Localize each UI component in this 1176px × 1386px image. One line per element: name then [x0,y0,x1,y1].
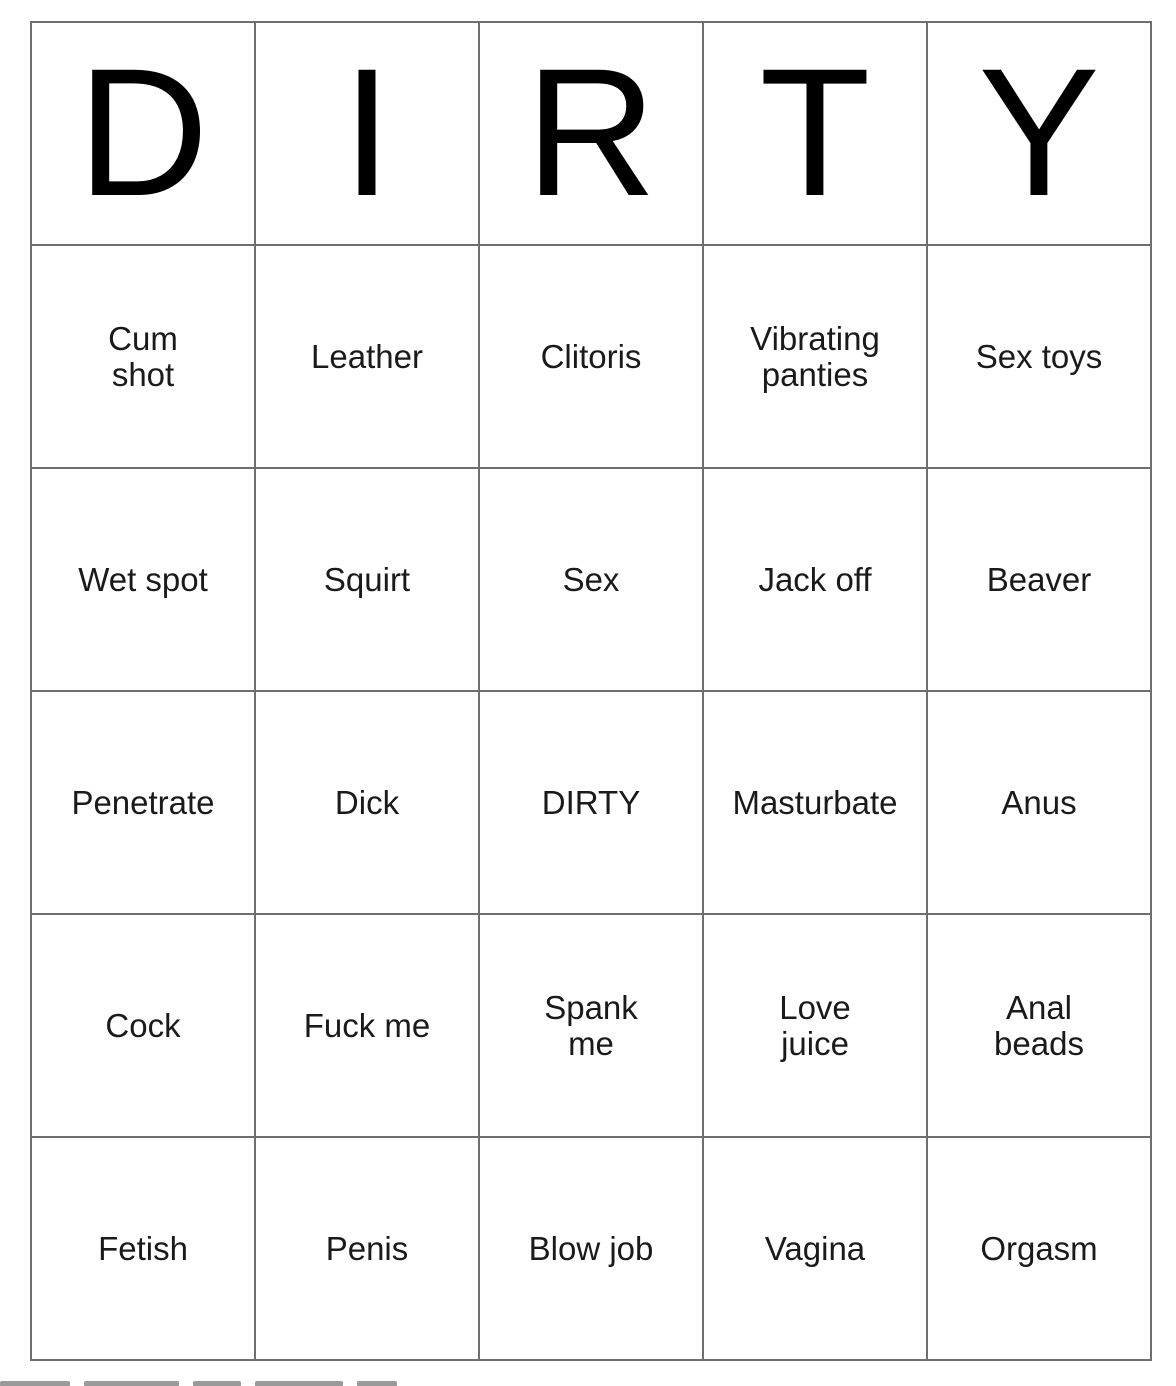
bingo-cell: Spank me [480,915,704,1138]
free-space-cell: DIRTY [480,692,704,915]
bingo-cell: Orgasm [928,1138,1152,1361]
bingo-cell: Sex toys [928,246,1152,469]
header-letter-d: D [32,23,256,246]
bingo-cell: Penetrate [32,692,256,915]
header-letter-t: T [704,23,928,246]
header-letter-y: Y [928,23,1152,246]
bingo-cell: Fuck me [256,915,480,1138]
bingo-cell: Anal beads [928,915,1152,1138]
bingo-cell: Vibrating panties [704,246,928,469]
bingo-cell: Clitoris [480,246,704,469]
bingo-cell: Beaver [928,469,1152,692]
bingo-cell: Cock [32,915,256,1138]
bingo-cell: Cum shot [32,246,256,469]
bingo-cell: Leather [256,246,480,469]
bingo-cell: Sex [480,469,704,692]
bingo-cell: Masturbate [704,692,928,915]
bingo-card [30,21,1152,1361]
bingo-cell: Blow job [480,1138,704,1361]
cropped-footer-text [0,1374,420,1386]
bingo-cell: Wet spot [32,469,256,692]
bingo-cell: Penis [256,1138,480,1361]
bingo-cell: Dick [256,692,480,915]
bingo-cell: Anus [928,692,1152,915]
header-letter-i: I [256,23,480,246]
bingo-cell: Fetish [32,1138,256,1361]
bingo-cell: Jack off [704,469,928,692]
header-letter-r: R [480,23,704,246]
bingo-cell: Vagina [704,1138,928,1361]
bingo-cell: Love juice [704,915,928,1138]
bingo-cell: Squirt [256,469,480,692]
